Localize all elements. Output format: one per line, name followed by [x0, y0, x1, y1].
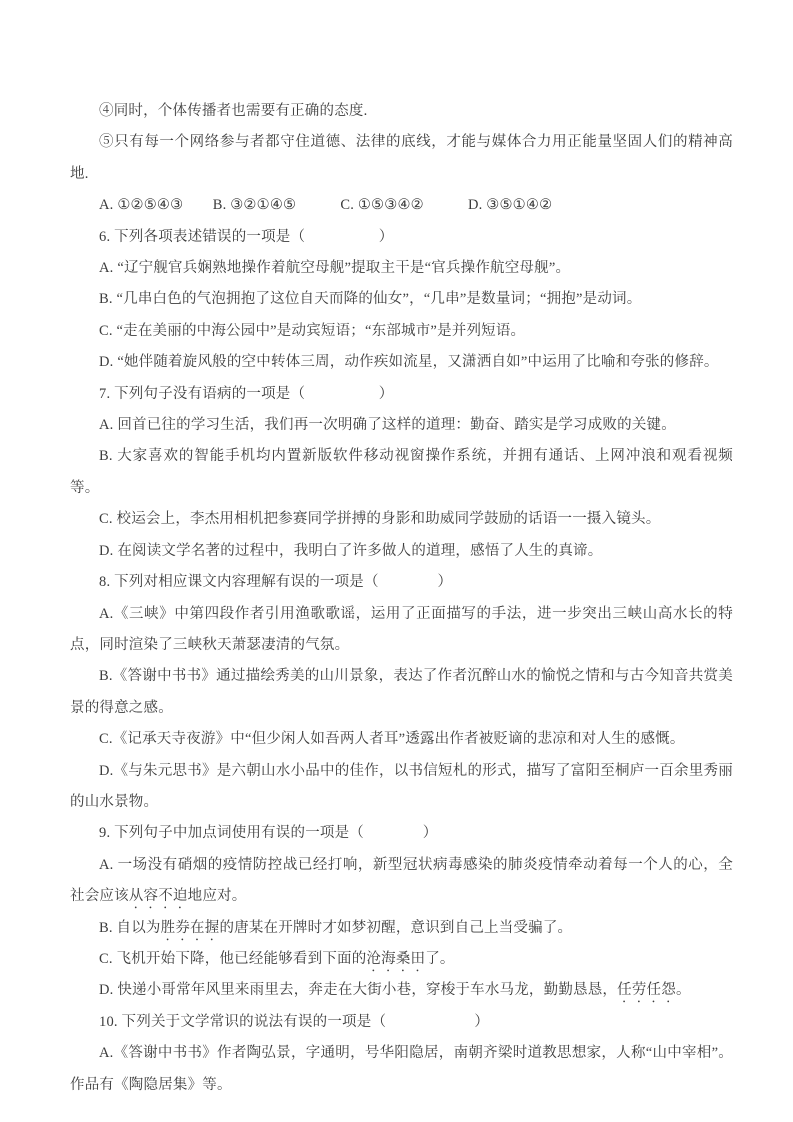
text-run: 6. 下列各项表述错误的一项是（ ） [99, 228, 394, 245]
text-run: 的唐某在开牌时才如梦初醒，意识到自己上当受骗了。 [219, 919, 573, 936]
q10-option-a [70, 1038, 733, 1101]
q6-heading [70, 222, 733, 253]
text-run: 7. 下列句子没有语病的一项是（ ） [99, 385, 394, 402]
q7-option-c [70, 504, 733, 535]
q10-heading [70, 1007, 733, 1038]
emphasized-word: 沧海桑田 [366, 950, 426, 967]
text-run: A. ①②⑤④③ B. ③②①④⑤ C. ①⑤③④② D. ③⑤①④② [99, 197, 553, 214]
text-run: A. 回首已往的学习生活，我们再一次明确了这样的道理：勤奋、踏实是学习成败的关键。 [99, 417, 676, 434]
text-run: D. “她伴随着旋风般的空中转体三周，动作疾如流星，又潇洒自如”中运用了比喻和夸张的修辞。 [99, 354, 719, 371]
q5-options-line [70, 190, 733, 221]
text-run: ④同时，个体传播者也需要有正确的态度. [99, 103, 368, 119]
text-run: B. 自以为 [99, 919, 161, 936]
q7-heading [70, 379, 733, 410]
document-body [70, 96, 733, 1101]
q7-option-b [70, 441, 733, 504]
q7-option-d [70, 536, 733, 567]
text-run: 10. 下列关于文学常识的说法有误的一项是（ ） [99, 1013, 490, 1030]
emphasized-word: 胜券在握 [160, 919, 220, 936]
q9-option-b [70, 913, 733, 944]
q6-option-d [70, 347, 733, 378]
q7-option-a [70, 410, 733, 441]
q9-option-a [70, 850, 733, 913]
q6-option-a [70, 253, 733, 284]
text-run: C. “走在美丽的中海公园中”是动宾短语；“东部城市”是并列短语。 [99, 322, 526, 339]
q8-option-c [70, 724, 733, 755]
text-run: D. 快递小哥常年风里来雨里去，奔走在大街小巷，穿梭于车水马龙，勤勤恳恳， [99, 982, 618, 999]
text-run: D. 在阅读文学名著的过程中，我明白了许多做人的道理，感悟了人生的真谛。 [99, 542, 603, 559]
text-run: 8. 下列对相应课文内容理解有误的一项是（ ） [99, 574, 453, 591]
text-run: 9. 下列句子中加点词使用有误的一项是（ ） [99, 825, 438, 842]
text-run: 了。 [425, 950, 455, 967]
text-run: A. “辽宁舰官兵娴熟地操作着航空母舰”提取主干是“官兵操作航空母舰”。 [99, 260, 571, 277]
text-run: C. 校运会上，李杰用相机把参赛同学拼搏的身影和助威同学鼓励的话语一一摄入镜头。 [99, 511, 661, 528]
text-run: B. 大家喜欢的智能手机均内置新版软件移动视窗操作系统，并拥有通话、上网冲浪和观看视频等。 [70, 448, 733, 496]
emphasized-word: 任劳任怨 [617, 982, 676, 999]
q9-heading [70, 818, 733, 849]
text-run: 地应对。 [187, 888, 247, 905]
q6-option-c [70, 316, 733, 347]
q8-option-a [70, 599, 733, 662]
q6-option-b [70, 284, 733, 315]
q8-heading [70, 567, 733, 598]
item-4-sentence [70, 96, 733, 127]
text-run: A.《三峡》中第四段作者引用渔歌歌谣，运用了正面描写的手法，进一步突出三峡山高水长的特点，同时渲染了三峡秋天萧瑟凄清的气氛。 [70, 605, 733, 653]
q9-option-c [70, 944, 733, 975]
item-5-sentence [70, 127, 733, 190]
text-run: A. 一场没有硝烟的疫情防控战已经打响，新型冠状病毒感染的肺炎疫情牵动着每一个人的心，全社会应该 [70, 856, 733, 905]
text-run: B. “几串白色的气泡拥抱了这位自天而降的仙女”，“几串”是数量词；“拥抱”是动词。 [99, 291, 642, 308]
text-run: ⑤只有每一个网络参与者都守住道德、法律的底线，才能与媒体合力用正能量坚固人们的精神高地. [70, 134, 733, 182]
text-run: C. 飞机开始下降，他已经能够看到下面的 [99, 950, 367, 967]
emphasized-word: 从容不迫 [128, 888, 188, 905]
text-run: D.《与朱元思书》是六朝山水小品中的佳作，以书信短札的形式，描写了富阳至桐庐一百余里秀丽的山水景物。 [70, 762, 733, 810]
q8-option-d [70, 756, 733, 819]
text-run: 。 [675, 982, 691, 999]
q8-option-b [70, 661, 733, 724]
text-run: B.《答谢中书书》通过描绘秀美的山川景象，表达了作者沉醉山水的愉悦之情和与古今知音共赏美景的得意之感。 [70, 668, 733, 716]
q9-option-d [70, 975, 733, 1006]
text-run: A.《答谢中书书》作者陶弘景，字通明，号华阳隐居，南朝齐梁时道教思想家，人称“山中宰相”。作品有《陶隐居集》等。 [70, 1045, 733, 1093]
text-run: C.《记承天寺夜游》中“但少闲人如吾两人者耳”透露出作者被贬谪的悲凉和对人生的感慨。 [99, 731, 685, 748]
